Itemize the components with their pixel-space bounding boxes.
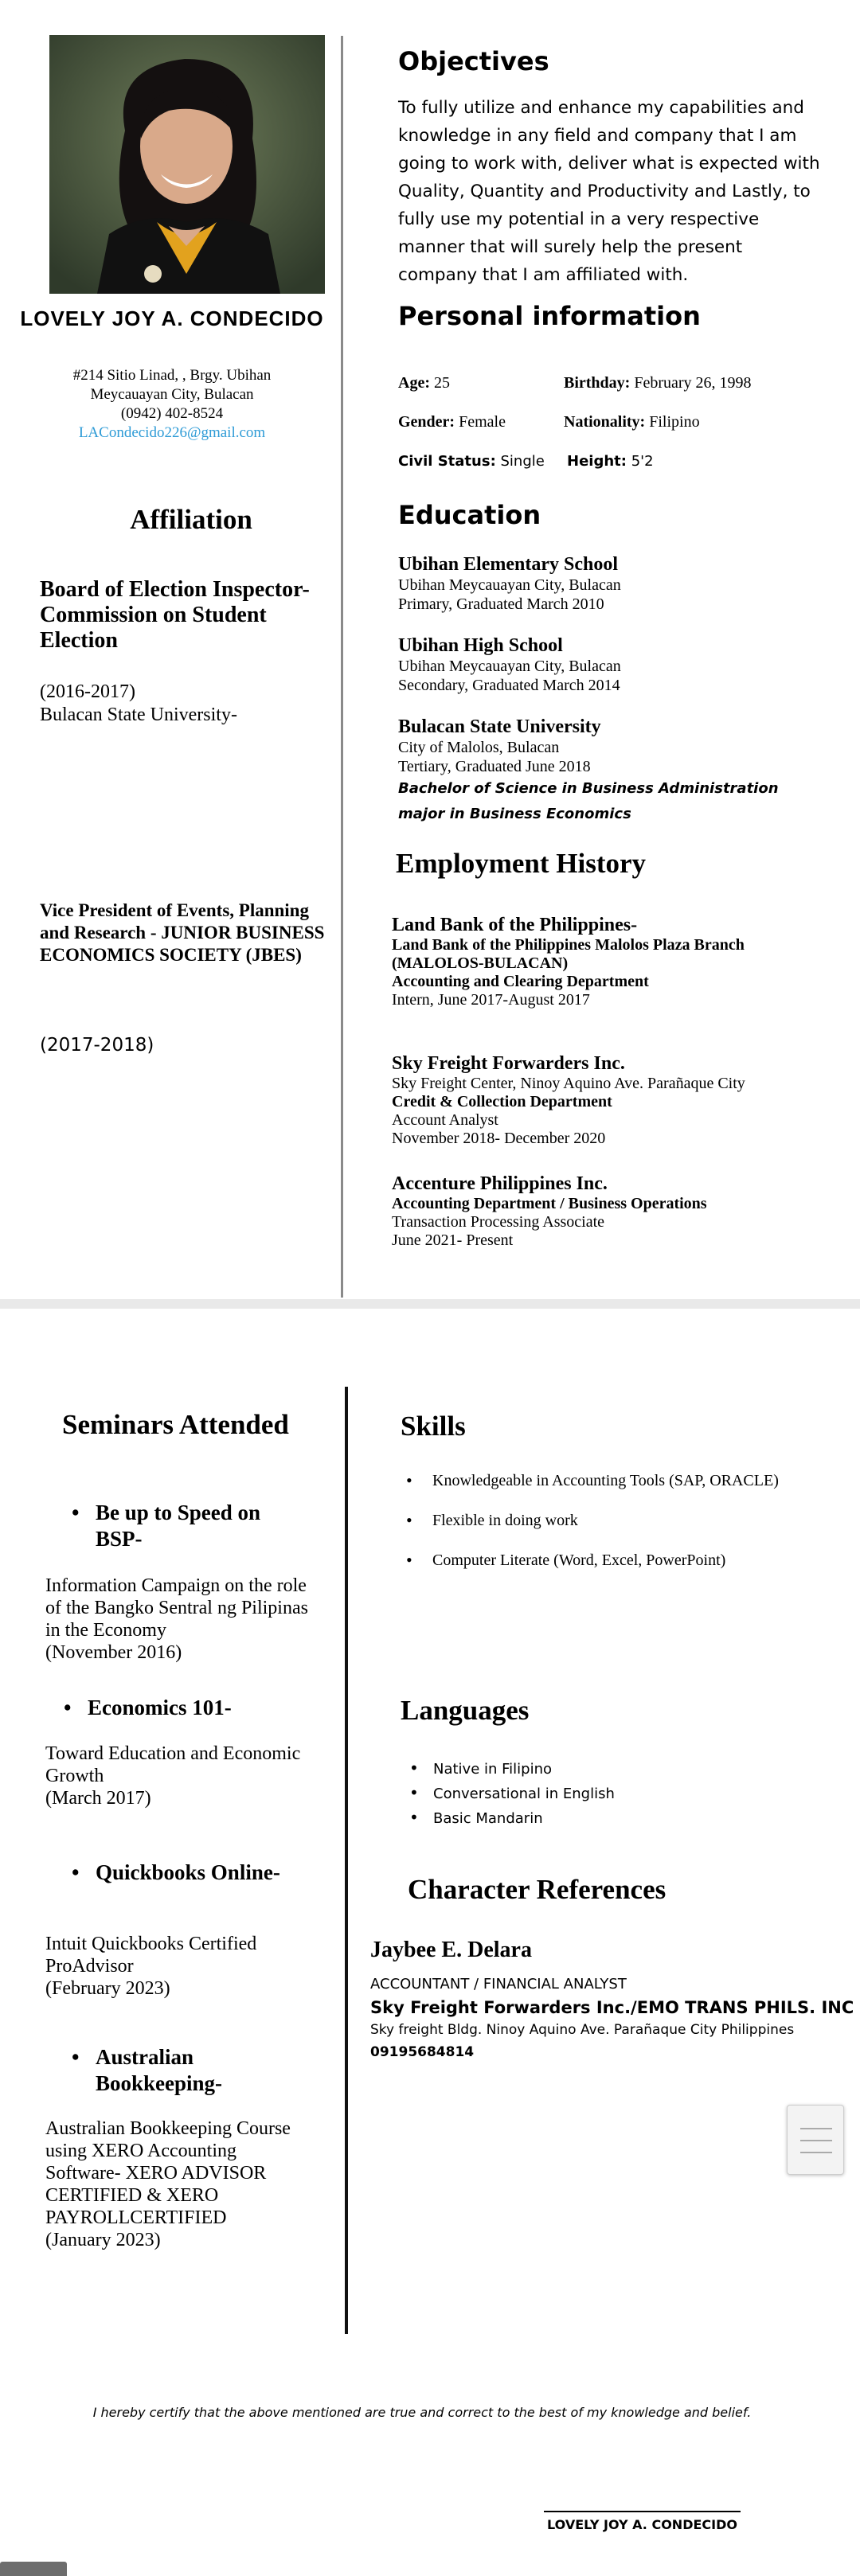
seminar-details-1	[45, 1575, 308, 1664]
employment-entry-2	[392, 1052, 838, 1148]
civil-status-label: Civil Status:	[398, 453, 496, 470]
birthday-label: Birthday:	[564, 374, 631, 392]
employment-entry-1	[392, 914, 838, 1009]
bullet-icon: •	[409, 1808, 419, 1827]
bullet-icon: •	[409, 1758, 419, 1778]
employment-3-department: Accounting Department / Business Operations	[392, 1195, 707, 1212]
employment-3-dates: June 2021- Present	[392, 1231, 514, 1249]
education-detail-2: Secondary, Graduated March 2014	[398, 677, 620, 694]
seminar-date-1: (November 2016)	[45, 1642, 182, 1663]
seminar-date-2: (March 2017)	[45, 1788, 151, 1809]
personal-row-birthday	[564, 374, 752, 392]
bullet-icon: •	[406, 1510, 412, 1530]
seminar-name-4: Australian Bookkeeping-	[96, 2045, 223, 2095]
menu-icon-bar	[800, 2152, 832, 2153]
seminar-date-3: (February 2023)	[45, 1978, 170, 1999]
affiliation-role-2: Vice President of Events, Planning and Research - JUNIOR BUSINESS ECONOMICS SOCIETY (JBES)	[40, 900, 325, 965]
affiliation-heading: Affiliation	[130, 504, 252, 535]
affiliation-details-1	[40, 681, 237, 727]
seminar-item-1	[72, 1500, 326, 1555]
bullet-icon: •	[72, 2045, 80, 2069]
personal-row-height	[567, 453, 654, 470]
profile-photo	[49, 35, 325, 294]
languages-heading: Languages	[401, 1695, 530, 1726]
civil-status-value: Single	[500, 453, 545, 470]
employment-2-address: Sky Freight Center, Ninoy Aquino Ave. Parañaque City	[392, 1075, 745, 1092]
hamburger-menu-button[interactable]	[787, 2105, 844, 2175]
address-line-1: #214 Sitio Linad, , Brgy. Ubihan	[72, 367, 272, 384]
candidate-name: LOVELY JOY A. CONDECIDO	[20, 306, 324, 330]
reference-name: Jaybee E. Delara	[370, 1938, 532, 1962]
seminar-name-1: Be up to Speed on BSP-	[96, 1501, 261, 1551]
phone-number: (0942) 402-8524	[120, 405, 224, 422]
personal-row-gender	[398, 413, 506, 431]
menu-icon-bar	[800, 2128, 832, 2129]
education-heading: Education	[398, 500, 541, 530]
signature-name: LOVELY JOY A. CONDECIDO	[547, 2517, 737, 2532]
height-value: 5'2	[631, 453, 654, 470]
seminars-heading: Seminars Attended	[62, 1409, 289, 1440]
employment-3-position: Transaction Processing Associate	[392, 1213, 605, 1231]
column-divider	[345, 1387, 348, 2334]
bullet-icon: •	[72, 1501, 80, 1524]
personal-row-nationality	[564, 413, 700, 431]
employment-entry-3	[392, 1173, 838, 1250]
language-text-3: Basic Mandarin	[433, 1810, 543, 1827]
address-line-2: Meycauayan City, Bulacan	[90, 386, 254, 403]
skill-text-3: Computer Literate (Word, Excel, PowerPoint)	[432, 1551, 726, 1569]
employment-1-position: Intern, June 2017-August 2017	[392, 991, 590, 1009]
graduation-portrait-image	[49, 35, 325, 294]
education-school-3: Bulacan State University	[398, 716, 601, 737]
personal-row-age	[398, 374, 450, 392]
affiliation-years-2: (2017-2018)	[40, 1035, 154, 1056]
employer-1: Land Bank of the Philippines-	[392, 915, 638, 935]
references-heading: Character References	[408, 1874, 666, 1905]
employment-heading: Employment History	[396, 848, 647, 879]
contact-block	[0, 366, 344, 443]
education-location-3: City of Malolos, Bulacan	[398, 739, 560, 756]
menu-icon-bar	[800, 2140, 832, 2141]
education-entry-2	[398, 634, 621, 695]
seminar-item-4	[72, 2044, 326, 2100]
objectives-heading: Objectives	[398, 46, 549, 76]
education-entry-3	[398, 716, 601, 776]
education-detail-1: Primary, Graduated March 2010	[398, 595, 604, 613]
employment-1-branch: Land Bank of the Philippines Malolos Plaza Branch (MALOLOS-BULACAN)	[392, 936, 745, 972]
employment-2-position: Account Analyst	[392, 1111, 498, 1129]
reference-company: Sky Freight Forwarders Inc./EMO TRANS PHILS. INC	[370, 1998, 854, 2017]
height-label: Height:	[567, 453, 627, 470]
personal-row-civil-status	[398, 453, 545, 470]
certification-statement: I hereby certify that the above mentioned are true and correct to the best of my knowledge and belief.	[92, 2405, 752, 2420]
objectives-text: To fully utilize and enhance my capabilities and knowledge in any field and company that I am going to work with, deliver what is expected with Quality, Quantity and Productivity and Lastly, to fully use my potential in a very respective manner that will surely help the present company that I am affiliated with.	[398, 98, 820, 285]
personal-info-heading: Personal information	[398, 301, 701, 331]
education-school-2: Ubihan High School	[398, 635, 563, 656]
education-location-2: Ubihan Meycauayan City, Bulacan	[398, 658, 621, 675]
birthday-value: February 26, 1998	[634, 374, 752, 392]
language-text-1: Native in Filipino	[433, 1761, 553, 1778]
bullet-icon: •	[64, 1696, 72, 1719]
seminar-details-4	[45, 2117, 308, 2251]
employment-2-department: Credit & Collection Department	[392, 1093, 612, 1110]
education-location-1: Ubihan Meycauayan City, Bulacan	[398, 576, 621, 594]
skill-text-2: Flexible in doing work	[432, 1512, 578, 1529]
employer-3: Accenture Philippines Inc.	[392, 1173, 608, 1194]
seminar-item-3	[72, 1860, 326, 1915]
education-degree: Bachelor of Science in Business Administration major in Business Economics	[398, 780, 779, 822]
age-value: 25	[433, 374, 450, 392]
affiliation-years-1: (2016-2017)	[40, 681, 135, 702]
nationality-value: Filipino	[649, 413, 700, 431]
bullet-icon: •	[406, 1550, 412, 1570]
skill-text-1: Knowledgeable in Accounting Tools (SAP, ORACLE)	[432, 1472, 779, 1489]
gender-label: Gender:	[398, 413, 455, 431]
language-text-2: Conversational in English	[433, 1786, 615, 1802]
seminar-details-3	[45, 1933, 284, 2000]
gender-value: Female	[459, 413, 506, 431]
education-school-1: Ubihan Elementary School	[398, 554, 619, 575]
seminar-desc-2: Toward Education and Economic Growth	[45, 1743, 301, 1786]
education-detail-3: Tertiary, Graduated June 2018	[398, 758, 591, 775]
reference-role: ACCOUNTANT / FINANCIAL ANALYST	[370, 1976, 627, 1992]
seminar-name-2: Economics 101-	[88, 1696, 232, 1719]
reference-phone: 09195684814	[370, 2044, 475, 2060]
seminar-date-4: (January 2023)	[45, 2230, 161, 2250]
signature-line	[544, 2511, 741, 2512]
affiliation-org-1: Bulacan State University-	[40, 704, 237, 725]
resume-page-2	[0, 1309, 860, 2576]
affiliation-role-1: Board of Election Inspector- Commission on Student Election	[40, 577, 310, 653]
bullet-icon: •	[72, 1860, 80, 1884]
reference-address: Sky freight Bldg. Ninoy Aquino Ave. Parañaque City Philippines	[370, 2022, 795, 2038]
seminar-item-2	[64, 1695, 319, 1727]
employment-2-dates: November 2018- December 2020	[392, 1130, 606, 1147]
page-separator	[0, 1299, 860, 1309]
education-entry-1	[398, 553, 621, 614]
bullet-icon: •	[409, 1783, 419, 1802]
skills-heading: Skills	[401, 1411, 466, 1442]
nationality-label: Nationality:	[564, 413, 646, 431]
seminar-details-2	[45, 1743, 308, 1809]
seminar-desc-3: Intuit Quickbooks Certified ProAdvisor	[45, 1934, 257, 1977]
seminar-name-3: Quickbooks Online-	[96, 1860, 280, 1884]
email-link[interactable]: LACondecido226@gmail.com	[78, 424, 266, 441]
bottom-tab-handle[interactable]	[0, 2562, 67, 2576]
employer-2: Sky Freight Forwarders Inc.	[392, 1053, 625, 1074]
age-label: Age:	[398, 374, 430, 392]
column-divider	[341, 36, 343, 1298]
employment-1-department: Accounting and Clearing Department	[392, 973, 649, 990]
seminar-desc-1: Information Campaign on the role of the Bangko Sentral ng Pilipinas in the Economy	[45, 1575, 308, 1641]
seminar-desc-4: Australian Bookkeeping Course using XERO Accounting Software- XERO ADVISOR CERTIFIED & XERO PAYROLLCERTIFIED	[45, 2118, 291, 2228]
bullet-icon: •	[406, 1470, 412, 1490]
